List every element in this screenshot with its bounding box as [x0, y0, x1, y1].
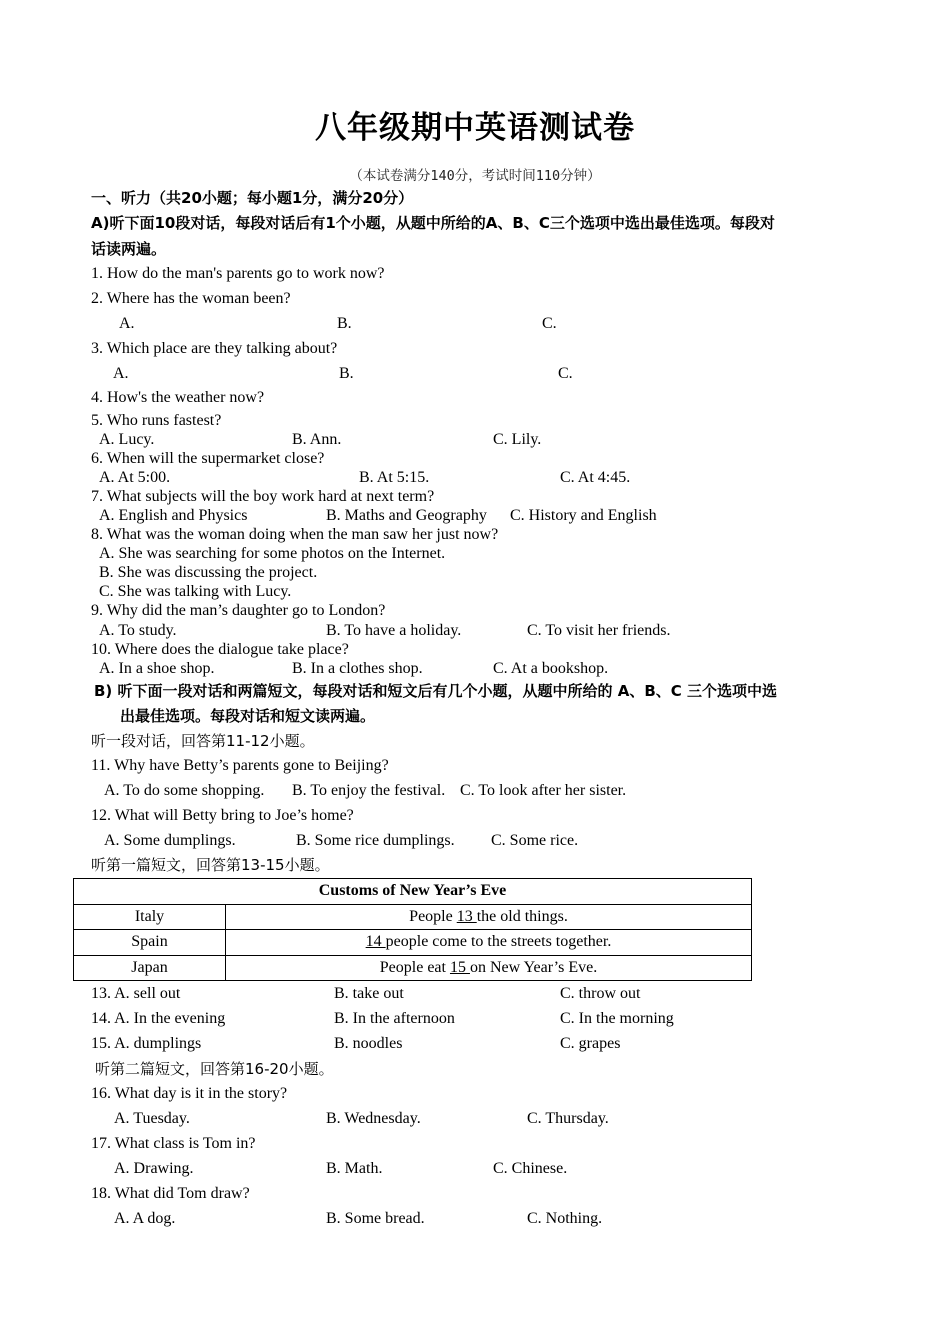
- question-9: 9. Why did the man’s daughter go to London?: [91, 602, 386, 619]
- cell-text: on New Year’s Eve.: [469, 958, 598, 976]
- table-cell-country: Spain: [74, 930, 226, 956]
- passage-1-note: 听第一篇短文，回答第13-15小题。: [91, 856, 330, 874]
- option-a: A.: [119, 315, 135, 332]
- question-10: 10. Where does the dialogue take place?: [91, 641, 349, 658]
- option-a: A. Tuesday.: [114, 1110, 190, 1127]
- option-b: B. To enjoy the festival.: [292, 782, 446, 799]
- option-b: B. She was discussing the project.: [99, 564, 318, 581]
- question-6: 6. When will the supermarket close?: [91, 450, 325, 467]
- blank-14: 14: [365, 933, 386, 951]
- table-header-row: [74, 879, 752, 905]
- customs-table: [73, 878, 752, 981]
- option-c: C. throw out: [560, 985, 641, 1002]
- option-b: B. To have a holiday.: [326, 622, 462, 639]
- option-b: B.: [339, 365, 354, 382]
- option-b: B. Some bread.: [326, 1210, 425, 1227]
- option-a: A.: [113, 365, 129, 382]
- option-c: C. grapes: [560, 1035, 621, 1052]
- question-1: 1. How do the man's parents go to work now?: [91, 265, 385, 282]
- option-b: B.: [337, 315, 352, 332]
- option-b: B. noodles: [334, 1035, 403, 1052]
- question-11: 11. Why have Betty’s parents gone to Beijing?: [91, 757, 389, 774]
- option-b: B. In a clothes shop.: [292, 660, 423, 677]
- option-c: C. Lily.: [493, 431, 542, 448]
- option-c: C. To visit her friends.: [527, 622, 671, 639]
- option-b: B. Maths and Geography: [326, 507, 487, 524]
- cell-text: People eat: [379, 958, 450, 976]
- dialogue-note: 听一段对话，回答第11-12小题。: [91, 732, 315, 750]
- question-4: 4. How's the weather now?: [91, 389, 265, 406]
- option-c: C. In the morning: [560, 1010, 674, 1027]
- option-a: A. In a shoe shop.: [99, 660, 215, 677]
- question-16: 16. What day is it in the story?: [91, 1085, 288, 1102]
- option-b: B. Ann.: [292, 431, 342, 448]
- table-cell-country: Japan: [74, 955, 226, 981]
- blank-15: 15: [449, 958, 470, 976]
- passage-2-note: 听第二篇短文，回答第16-20小题。: [95, 1060, 334, 1078]
- option-c: C. Some rice.: [491, 832, 579, 849]
- option-c: C. To look after her sister.: [460, 782, 627, 799]
- option-a: A. At 5:00.: [99, 469, 171, 486]
- cell-text: People: [409, 907, 457, 925]
- blank-13: 13: [456, 907, 477, 925]
- option-b: B. Wednesday.: [326, 1110, 421, 1127]
- part-b-instruction: B) 听下面一段对话和两篇短文，每段对话和短文后有几个小题，从题中所给的 A、B、C 三个选项中选: [94, 682, 778, 700]
- option-c: C.: [558, 365, 573, 382]
- question-5: 5. Who runs fastest?: [91, 412, 222, 429]
- cell-text: the old things.: [476, 907, 568, 925]
- question-15: 15. A. dumplings: [91, 1035, 202, 1052]
- option-a: A. Some dumplings.: [104, 832, 236, 849]
- question-7: 7. What subjects will the boy work hard at next term?: [91, 488, 435, 505]
- option-a: A. Lucy.: [99, 431, 155, 448]
- option-b: B. Some rice dumplings.: [296, 832, 455, 849]
- option-b: B. In the afternoon: [334, 1010, 455, 1027]
- exam-subtitle: （本试卷满分140分，考试时间110分钟）: [349, 168, 601, 184]
- part-a-instruction-cont: 话读两遍。: [91, 240, 167, 258]
- question-18: 18. What did Tom draw?: [91, 1185, 250, 1202]
- question-17: 17. What class is Tom in?: [91, 1135, 256, 1152]
- table-cell-custom: [226, 904, 752, 930]
- question-12: 12. What will Betty bring to Joe’s home?: [91, 807, 354, 824]
- question-3: 3. Which place are they talking about?: [91, 340, 338, 357]
- option-a: A. Drawing.: [114, 1160, 194, 1177]
- question-2: 2. Where has the woman been?: [91, 290, 291, 307]
- option-c: C. Thursday.: [527, 1110, 609, 1127]
- option-c: C. Chinese.: [493, 1160, 568, 1177]
- option-a: A. English and Physics: [99, 507, 248, 524]
- option-c: C. At 4:45.: [560, 469, 631, 486]
- option-c: C. Nothing.: [527, 1210, 603, 1227]
- option-c: C. History and English: [510, 507, 657, 524]
- part-b-instruction-cont: 出最佳选项。每段对话和短文读两遍。: [120, 707, 376, 725]
- page-title: 八年级期中英语测试卷: [315, 110, 635, 146]
- table-row: [74, 955, 752, 981]
- option-a: A. To do some shopping.: [104, 782, 265, 799]
- option-a: A. To study.: [99, 622, 177, 639]
- option-a: A. A dog.: [114, 1210, 176, 1227]
- question-14: 14. A. In the evening: [91, 1010, 226, 1027]
- option-b: B. take out: [334, 985, 404, 1002]
- question-13: 13. A. sell out: [91, 985, 181, 1002]
- option-c: C. At a bookshop.: [493, 660, 609, 677]
- section-header: 一、听力（共20小题；每小题1分，满分20分）: [91, 189, 414, 207]
- table-cell-country: Italy: [74, 904, 226, 930]
- option-b: B. Math.: [326, 1160, 383, 1177]
- cell-text: people come to the streets together.: [385, 933, 612, 951]
- table-row: [74, 904, 752, 930]
- part-a-instruction: A)听下面10段对话，每段对话后有1个小题，从题中所给的A、B、C三个选项中选出最佳选项。每段对: [91, 214, 775, 232]
- table-cell-custom: [226, 955, 752, 981]
- option-c: C.: [542, 315, 557, 332]
- option-a: A. She was searching for some photos on the Internet.: [99, 545, 446, 562]
- option-b: B. At 5:15.: [359, 469, 430, 486]
- table-title: Customs of New Year’s Eve: [74, 879, 752, 905]
- table-cell-custom: [226, 930, 752, 956]
- option-c: C. She was talking with Lucy.: [99, 583, 292, 600]
- question-8: 8. What was the woman doing when the man saw her just now?: [91, 526, 499, 543]
- table-row: [74, 930, 752, 956]
